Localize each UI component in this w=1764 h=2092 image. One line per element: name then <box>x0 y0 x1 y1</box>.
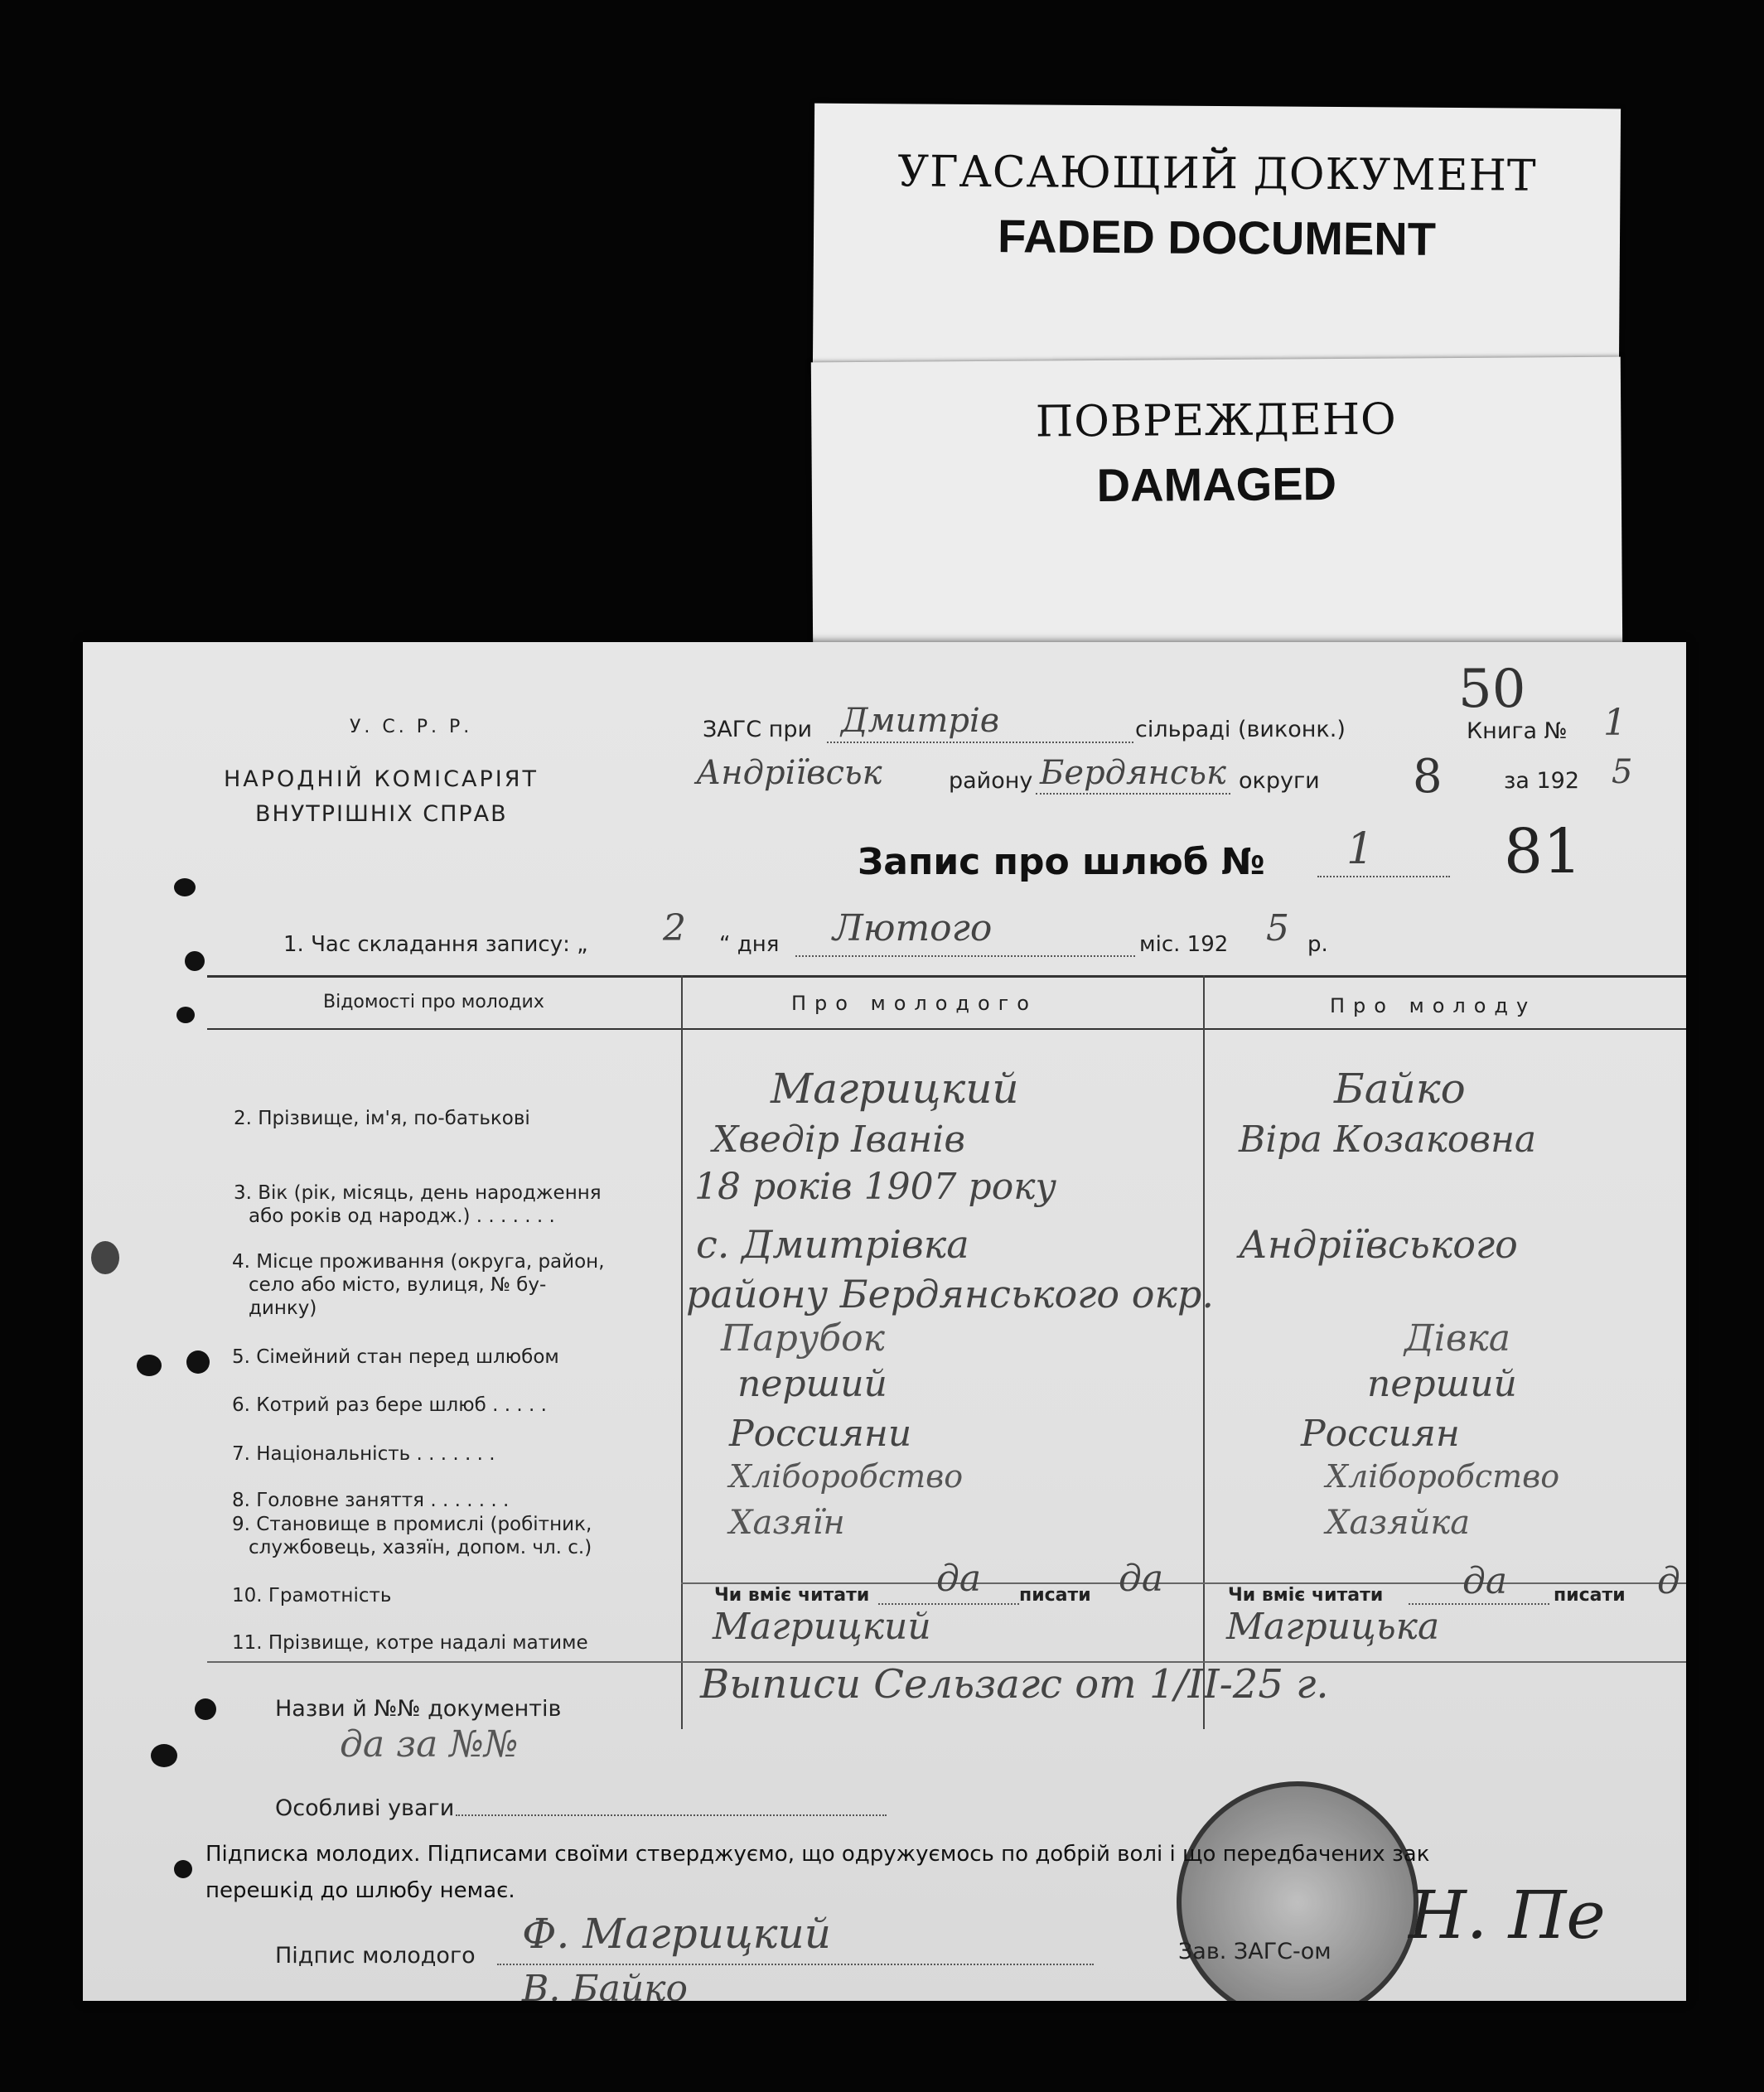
commissariat-line-2: ВНУТРІШНІХ СПРАВ <box>255 801 508 827</box>
row-label-name: 2. Прізвище, ім'я, по-батькові <box>234 1108 530 1129</box>
bride-position: Хазяйка <box>1326 1504 1471 1542</box>
bride-signature: В. Байко <box>522 1968 688 2001</box>
book-label: Книга № <box>1467 718 1568 744</box>
time-mis: міс. 192 <box>1139 932 1229 957</box>
faded-document-notice <box>813 104 1621 379</box>
row-label-marriage-count: 6. Котрий раз бере шлюб . . . . . <box>232 1394 547 1416</box>
groom-residence: с. Дмитрівка <box>696 1222 969 1267</box>
row-label-position: 9. Становище в промислі (робітник, <box>232 1514 592 1535</box>
bride-write-label: писати <box>1554 1585 1626 1606</box>
okrug-label: округи <box>1239 768 1320 794</box>
row-label-future-surname: 11. Прізвище, котре надалі матиме <box>232 1632 588 1654</box>
zags-label: ЗАГС при <box>703 717 813 742</box>
commissariat-line-1: НАРОДНІЙ КОМІСАРІЯТ <box>224 766 539 792</box>
punch-hole <box>195 1698 216 1720</box>
punch-hole <box>185 951 205 971</box>
punch-hole <box>174 1860 192 1878</box>
row-label-age-2: або років од народж.) . . . . . . . <box>249 1205 555 1227</box>
groom-marital-status: Парубок <box>721 1317 885 1360</box>
corner-number: 50 <box>1458 659 1526 720</box>
groom-write-value: да <box>1119 1558 1164 1600</box>
damaged-notice-russian: ПОВРЕЖДЕНО <box>1035 394 1397 447</box>
column-info-header: Відомості про молодих <box>323 992 544 1012</box>
groom-position: Хазяїн <box>729 1504 845 1542</box>
punch-hole <box>137 1355 162 1376</box>
bride-given-name: Віра Козаковна <box>1239 1118 1537 1161</box>
record-number: 1 <box>1346 824 1375 874</box>
row-label-residence-3: динку) <box>249 1297 317 1319</box>
silrada-label: сільраді (виконк.) <box>1135 717 1346 742</box>
record-mark: 81 <box>1504 816 1583 887</box>
time-year: 5 <box>1266 907 1289 949</box>
declaration-line-2: перешкід до шлюбу немає. <box>205 1878 515 1903</box>
time-label: 1. Час складання запису: „ <box>283 932 588 957</box>
bride-nationality: Россиян <box>1301 1413 1460 1455</box>
time-day: 2 <box>663 907 686 949</box>
record-title: Запис про шлюб № <box>858 841 1265 883</box>
row-label-residence-2: село або місто, вулиця, № бу- <box>249 1274 547 1296</box>
groom-given-name: Хведір Іванів <box>713 1118 965 1161</box>
bride-surname: Байко <box>1334 1065 1466 1113</box>
groom-age: 18 років 1907 року <box>694 1166 1056 1208</box>
okrug-value: Бердянськ <box>1040 754 1226 792</box>
bride-marriage-count: перший <box>1367 1363 1517 1405</box>
punch-hole <box>176 1007 195 1023</box>
punch-hole <box>91 1241 119 1274</box>
groom-future-surname: Магрицкий <box>713 1606 931 1648</box>
bride-read-value: да <box>1462 1560 1508 1602</box>
groom-signature-label: Підпис молодого <box>275 1943 476 1969</box>
row-label-literacy: 10. Грамотність <box>232 1585 392 1606</box>
punch-hole <box>174 878 196 896</box>
raion-value: Андріївськ <box>696 754 882 792</box>
faded-notice-english: FADED DOCUMENT <box>997 210 1437 265</box>
remarks-label: Особливі уваги <box>275 1795 455 1821</box>
column-groom-header: Про молодого <box>791 992 1037 1015</box>
zags-village-value: Дмитрів <box>841 702 1000 740</box>
bride-marital-status: Дівка <box>1404 1317 1510 1360</box>
punch-hole <box>151 1744 177 1767</box>
row-label-age: 3. Вік (рік, місяць, день народження <box>234 1182 602 1204</box>
faded-notice-russian: УГАСАЮЩИЙ ДОКУМЕНТ <box>897 147 1537 201</box>
bride-read-label: Чи вміє читати <box>1228 1585 1384 1606</box>
row-label-marital: 5. Сімейний стан перед шлюбом <box>232 1346 559 1368</box>
groom-read-label: Чи вміє читати <box>714 1585 870 1606</box>
documents-value-2: да за №№ <box>340 1723 519 1766</box>
year-label: за 192 <box>1504 768 1580 794</box>
groom-read-value: да <box>936 1558 982 1600</box>
marriage-record-form <box>83 642 1686 2001</box>
row-label-nationality: 7. Національність . . . . . . . <box>232 1443 495 1465</box>
row-label-occupation: 8. Головне заняття . . . . . . . <box>232 1490 510 1511</box>
bride-residence: Андріївського <box>1239 1222 1518 1267</box>
declaration-line-1: Підписка молодих. Підписами своїми стверджуємо, що одружуємось по добрій волі і що передбачених зак <box>205 1842 1430 1867</box>
groom-marriage-count: перший <box>737 1363 887 1405</box>
ussr-label: У. С. Р. Р. <box>350 717 473 737</box>
row-label-position-2: службовець, хазяїн, допом. чл. с.) <box>249 1537 592 1558</box>
column-bride-header: Про молоду <box>1330 994 1537 1017</box>
row-label-residence: 4. Місце проживання (округа, район, <box>232 1251 605 1273</box>
documents-value: Выписи Сельзагс от 1/II-25 г. <box>700 1661 1329 1708</box>
bride-future-surname: Магрицька <box>1226 1606 1440 1648</box>
documents-label: Назви й №№ документів <box>275 1696 562 1722</box>
time-dnia: “ дня <box>719 932 780 957</box>
groom-surname: Магрицкий <box>771 1065 1019 1113</box>
official-stamp <box>1177 1781 1418 2001</box>
bride-write-value: д <box>1657 1560 1680 1602</box>
groom-residence-2: району Бердянського окр. <box>686 1272 1214 1317</box>
time-r: р. <box>1307 932 1328 957</box>
zags-head-signature: Н. Пе <box>1409 1877 1606 1954</box>
groom-nationality: Россияни <box>729 1413 912 1455</box>
groom-occupation: Хліборобство <box>729 1458 964 1495</box>
groom-signature: Ф. Магрицкий <box>522 1910 831 1958</box>
raion-label: району <box>949 768 1033 794</box>
zags-head-label: Зав. ЗАГС-ом <box>1178 1939 1331 1964</box>
year-value: 5 <box>1612 753 1633 791</box>
damaged-notice-english: DAMAGED <box>1096 457 1337 512</box>
punch-hole <box>186 1350 210 1374</box>
bride-occupation: Хліборобство <box>1326 1458 1560 1495</box>
book-number: 1 <box>1603 702 1626 744</box>
time-month: Лютого <box>833 907 993 949</box>
groom-write-label: писати <box>1019 1585 1091 1606</box>
damaged-document-notice <box>811 357 1622 653</box>
corner-mark: 8 <box>1413 750 1443 804</box>
